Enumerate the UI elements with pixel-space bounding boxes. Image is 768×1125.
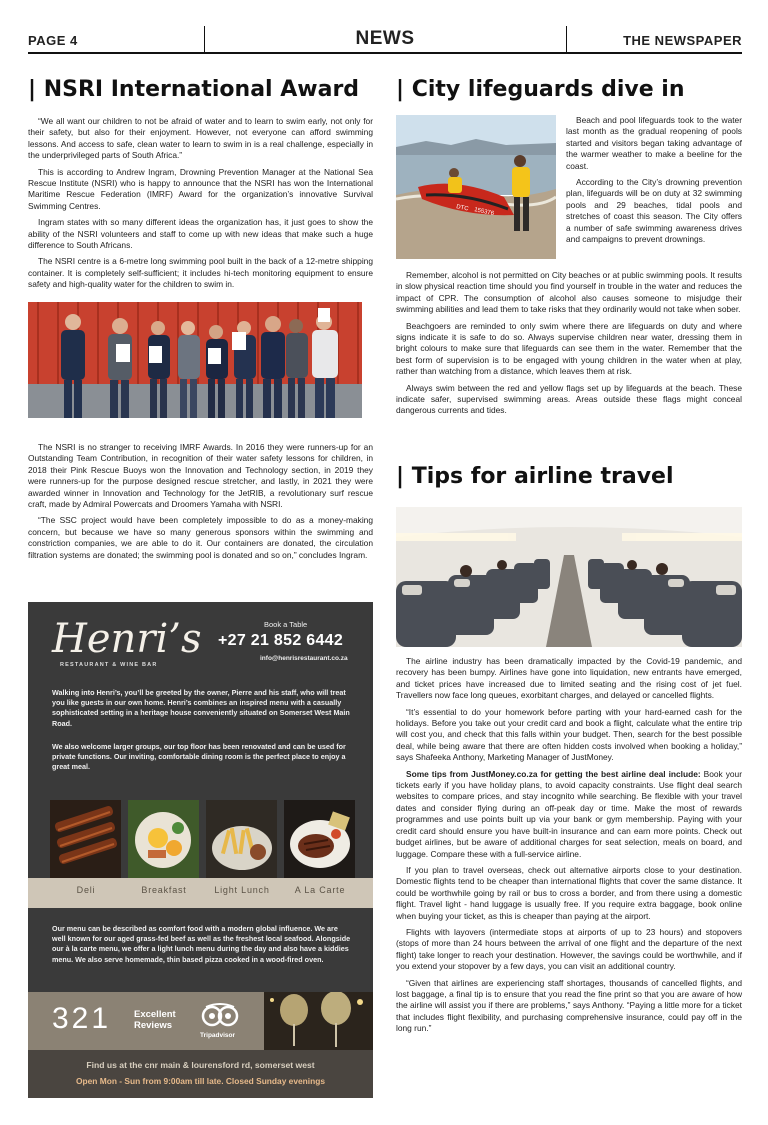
a-la-carte-photo xyxy=(284,800,355,878)
email-address[interactable]: info@henrisrestaurant.co.za xyxy=(260,655,348,662)
section-title: NEWS xyxy=(355,28,415,49)
reviews-count: 321 xyxy=(52,1002,112,1035)
publication-name: THE NEWSPAPER xyxy=(623,33,742,48)
reviews-label-line: Excellent xyxy=(134,1009,176,1020)
nsri-headline: | NSRI International Award xyxy=(28,77,360,102)
article-paragraph: According to the City’s drowning prevention plan, lifeguards will be on duty at 32 swimming pools and 29 beaches, tidal pools and stretches of coast this season. The City offers a number of safe swimming awareness drives and campaigns to prevent drownings. xyxy=(566,177,742,245)
article-paragraph: The NSRI is no stranger to receiving IMRF Awards. In 2016 they were runners-up for an Outstanding Team Contribution, in recognition of their water safety lessons for children, in 2018 their Pink Rescue Buoys won the Innovation and Technology section, in 2019 they were runners-up for the purpose designed rescue stretcher, and lastly, in 2021 they were awarded winner in Innovation and Technology for the JetRIB, a revolutionary surf rescue craft, made by Admiral Powercats and Droomers Yamaha with NSRI. xyxy=(28,442,373,510)
lifeguards-headline: | City lifeguards dive in xyxy=(396,77,685,102)
wine-glasses-photo xyxy=(264,992,373,1050)
lifeguards-full-text xyxy=(396,270,742,422)
menu-label-deli: Deli xyxy=(76,885,96,895)
menu-label-a-la-carte: A La Carte xyxy=(294,885,346,895)
ad-menu-description xyxy=(28,908,373,1000)
menu-text: Our menu can be described as comfort food with a modern global influence. We are well known for our aged grass-fed beef as well as the freshest local seafood. Alongside our à la carte menu, we offer a light lunch menu during the day and also have a kiddies menu. We also serve homemade, thin based pizza cooked in a wood-fired oven. xyxy=(52,924,351,964)
article-paragraph: This is according to Andrew Ingram, Drowning Prevention Manager at the National Sea Rescue Institute (NSRI) who is happy to announce that the NSRI has won the International Maritime Rescue Federation (IMRF) Award for the organization’s innovative Survival Swimming Centres. xyxy=(28,166,373,211)
nsri-article-continued xyxy=(28,442,373,566)
deli-photo xyxy=(50,800,121,878)
article-paragraph: If you plan to travel overseas, check out alternative airports close to your destination. Domestic flights tend to be cheaper than international flights that cover the same distance. It could be worthwhile going by rail or bus to cross a border, and from there using a domestic flight. Travel light - hand luggage is usually free. If you require extra baggage, book online when buying your ticket, as this is cheaper than paying at the airport. xyxy=(396,864,742,921)
ad-footer xyxy=(28,1050,373,1098)
boat-number: 155376 xyxy=(473,207,495,218)
reviews-label xyxy=(134,1009,176,1031)
breakfast-photo xyxy=(128,800,199,878)
reviews-strip xyxy=(28,992,373,1050)
light-lunch-photo xyxy=(206,800,277,878)
article-paragraph: Always swim between the red and yellow flags set up by lifeguards at the beach. These indicate safer, supervised swimming areas. Areas outside these flags might conceal dangerous currents and tides. xyxy=(396,382,742,416)
lifeguards-photo xyxy=(396,115,556,259)
opening-hours: Open Mon - Sun from 9:00am till late. Closed Sunday evenings xyxy=(76,1076,325,1086)
masthead xyxy=(28,26,742,54)
menu-label-light-lunch: Light Lunch xyxy=(214,885,270,895)
address-text: Find us at the cnr main & lourensford rd, somerset west xyxy=(86,1060,315,1070)
airline-article xyxy=(396,463,742,491)
tips-body: Book your tickets early if you have holiday plans, to avoid capacity constraints. Use flight deal search websites to compare prices, and stay incognito while searching. Be flexible with your travel dates and consider flying during an off-peak day or time. Make the most of rewards programmes and use points built up via your bank or gym membership. Paying with your credit card should ensure you have built-in insurance and can earn more points. Check out budget airlines, but be aware of additional charges for seat selection, meals on board, and luggage. Compare these with a full-service airline. xyxy=(396,768,742,859)
page-number: PAGE 4 xyxy=(28,33,78,48)
ad-intro-text: Walking into Henri’s, you’ll be greeted by the owner, Pierre and his staff, who will treat you like guests in our own home. Henri’s combines an inspired menu with a casually sophisticated setting in a heritage house conveniently situated on Somerset West Main Road. xyxy=(52,688,350,728)
tips-lead: Some tips from JustMoney.co.za for getting the best airline deal include: xyxy=(406,768,701,779)
ad-groups-text: We also welcome larger groups, our top floor has been renovated and can be used for private functions. Our inviting, comfortable dining room is the perfect place to enjoy a great meal. xyxy=(52,742,346,772)
airplane-cabin-photo xyxy=(396,507,742,647)
tripadvisor-owl-icon xyxy=(200,1002,240,1030)
tripadvisor-label: Tripadvisor xyxy=(200,1032,236,1039)
henris-logo: Henri’s xyxy=(52,616,202,662)
article-paragraph: Beach and pool lifeguards took to the water last month as the gradual reopening of pools started and visitors began taking advantage of the warmer weather to make a beeline for the coast. xyxy=(566,115,742,171)
nsri-award-photo xyxy=(28,302,362,418)
article-paragraph: The NSRI centre is a 6-metre long swimming pool built in the back of a 12-metre shipping container. It is completely self-sufficient; it includes hi-tech monitoring equipment to ensure safety and high-quality water for the children to swim in. xyxy=(28,256,373,290)
article-paragraph: The airline industry has been dramatically impacted by the Covid-19 pandemic, and recovery has been bumpy. Airlines have gone into liquidation, new entrants have emerged, and ticket prices have increased due to limited seating and the rising cost of jet fuel. Travellers now face long queues, exorbitant charges, and delayed or cancelled flights. xyxy=(396,656,742,701)
boat-code: DTC xyxy=(455,204,469,213)
lifeguards-article xyxy=(396,76,742,104)
article-paragraph: “We all want our children to not be afraid of water and to learn to swim early, not only for their safety, but also for their enjoyment. However, not everyone can afford swimming lessons. And access to safe, clean water to learn to swim in is a real challenge, especially in the underprivileged parts of South Africa.” xyxy=(28,116,373,161)
article-paragraph: Remember, alcohol is not permitted on City beaches or at public swimming pools. It results in slow physical reaction time should you find yourself in trouble in the water and reduces the impact of CPR. The consumption of alcohol also causes someone to misjudge their swimming abilities and lead them to take risks that they ordinarily would not take when sober. xyxy=(396,270,742,315)
airline-headline: | Tips for airline travel xyxy=(396,464,674,489)
lifeguards-side-text xyxy=(566,115,742,250)
article-paragraph: Beachgoers are reminded to only swim where there are lifeguards on duty and where signs indicate it is safe to do so. Always supervise children near water, dressing them in bright colours to make sure that lifeguards can see them in the water. Remember that the best form of supervision is to be engaged with young children in the water when at play, rather than watching from a distance, which leaves them at risk. xyxy=(396,320,742,377)
menu-photo-tiles xyxy=(50,800,356,880)
article-paragraph: Ingram states with so many different ideas the organization has, it just goes to show the ability of the NSRI volunteers and staff to come up with new ideas that make such a huge difference to South Africans. xyxy=(28,217,373,251)
henris-advertisement[interactable] xyxy=(28,602,373,1098)
menu-label-breakfast: Breakfast xyxy=(141,885,187,895)
article-paragraph: “It’s essential to do your homework before parting with your hard-earned cash for the holidays. Before you take out your credit card and book a flight, calculate what the entire trip will cost you, and check that this falls within your budget. Then, search for the best possible deal, while being aware that there are often hidden costs involved when booking a holiday,” says Shafeeka Anthony, Marketing Manager of JustMoney. xyxy=(396,706,742,763)
masthead-divider xyxy=(566,26,567,54)
article-paragraph: “The SSC project would have been completely impossible to do as a money-making concern, but because we have so many generous sponsors within the swimming and constriction companies, we are able to do it. Our containers are donated, the circulation filtration systems are donated; the swimming pool is donated and so on,” concludes Ingram. xyxy=(28,515,373,560)
tips-paragraph xyxy=(396,769,742,860)
nsri-article xyxy=(28,76,373,296)
book-table-label: Book a Table xyxy=(264,620,308,629)
airline-text xyxy=(396,656,742,1040)
article-paragraph: Flights with layovers (intermediate stops at airports of up to 23 hours) and stopovers (stops of more than 24 hours between the arrival of one flight and the departure of the next flight) take longer to reach your destination. However, the savings could be worthwhile, and if you extend your stopover by a few days, you can visit an additional country. xyxy=(396,926,742,972)
article-paragraph: “Given that airlines are experiencing staff shortages, thousands of cancelled flights, and lost baggage, a final tip is to ensure that you read the fine print so that you are aware of how the airline will assist you if there are problems,” says Anthony. “Paying a little more for a ticket that includes flight flexibility, and purchasing comprehensive insurance, could pay off in the long run.” xyxy=(396,977,742,1034)
phone-number[interactable]: +27 21 852 6442 xyxy=(218,632,344,649)
logo-subtitle: RESTAURANT & WINE BAR xyxy=(60,662,158,668)
reviews-label-line: Reviews xyxy=(134,1020,173,1031)
